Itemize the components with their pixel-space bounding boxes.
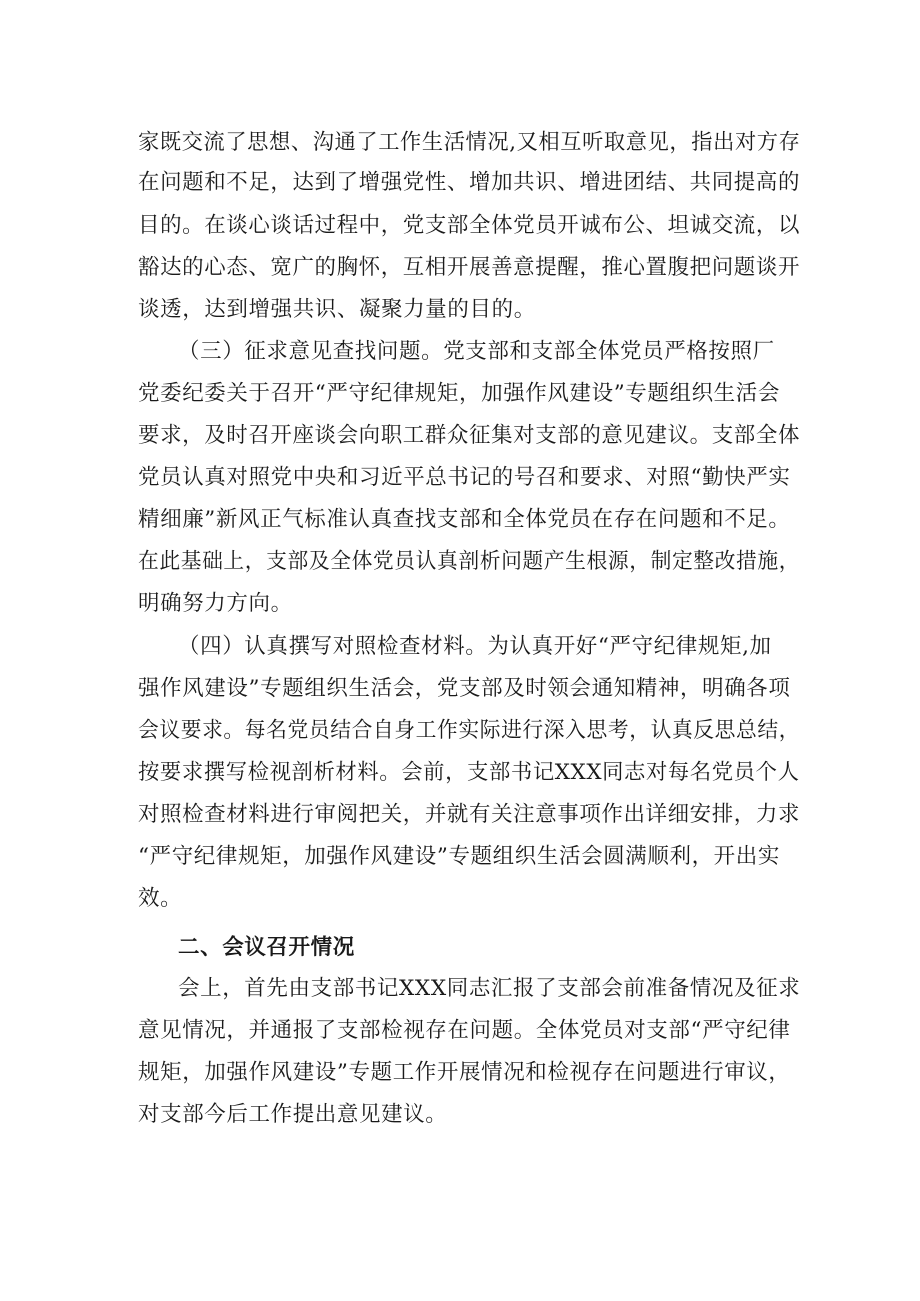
para1-line-4: 豁达的心态、宽广的胸怀，互相开展善意提醒，推心置腹把问题谈开 — [138, 255, 801, 280]
para2-line-3: 要求，及时召开座谈会向职工群众征集对支部的意见建议。支部全体 — [138, 423, 801, 448]
para2-line-1: （三）征求意见查找问题。党支部和支部全体党员严格按照厂 — [178, 339, 775, 364]
para1-line-2: 在问题和不足，达到了增强党性、增加共识、增进团结、共同提高的 — [138, 170, 801, 195]
section-heading: 二、会议召开情况 — [178, 935, 355, 960]
para2-line-2: 党委纪委关于召开“严守纪律规矩，加强作风建设”专题组织生活会 — [138, 381, 780, 406]
para3-line-1: （四）认真撰写对照检查材料。为认真开好“严守纪律规矩,加 — [178, 634, 772, 659]
para3-line-3: 会议要求。每名党员结合自身工作实际进行深入思考，认真反思总结， — [138, 718, 801, 743]
para3-line-5: 对照检查材料进行审阅把关，并就有关注意事项作出详细安排，力求 — [138, 802, 801, 827]
para2-line-4: 党员认真对照党中央和习近平总书记的号召和要求、对照“勤快严实 — [138, 465, 791, 490]
para4-line-2: 意见情况，并通报了支部检视存在问题。全体党员对支部“严守纪律 — [138, 1018, 791, 1043]
para1-line-1: 家既交流了思想、沟通了工作生活情况,又相互听取意见，指出对方存 — [138, 130, 801, 155]
para1-line-3: 目的。在谈心谈话过程中，党支部全体党员开诚布公、坦诚交流，以 — [138, 213, 801, 238]
para2-line-7: 明确努力方向。 — [138, 591, 293, 616]
para1-line-5: 谈透，达到增强共识、凝聚力量的目的。 — [138, 297, 536, 322]
para2-line-5: 精细廉”新风正气标准认真查找支部和全体党员在存在问题和不足。 — [138, 507, 791, 532]
para3-line-2: 强作风建设”专题组织生活会，党支部及时领会通知精神，明确各项 — [138, 676, 791, 701]
para3-line-4: 按要求撰写检视剖析材料。会前，支部书记XXX同志对每名党员个人 — [138, 760, 800, 785]
para4-line-3: 规矩，加强作风建设”专题工作开展情况和检视存在问题进行审议， — [138, 1060, 791, 1085]
para4-line-1: 会上，首先由支部书记XXX同志汇报了支部会前准备情况及征求 — [178, 976, 801, 1001]
para3-line-7: 效。 — [138, 886, 183, 911]
para4-line-4: 对支部今后工作提出意见建议。 — [138, 1102, 448, 1127]
para3-line-6: “严守纪律规矩，加强作风建设”专题组织生活会圆满顺利，开出实 — [138, 844, 780, 869]
para2-line-6: 在此基础上，支部及全体党员认真剖析问题产生根源，制定整改措施， — [138, 549, 801, 574]
